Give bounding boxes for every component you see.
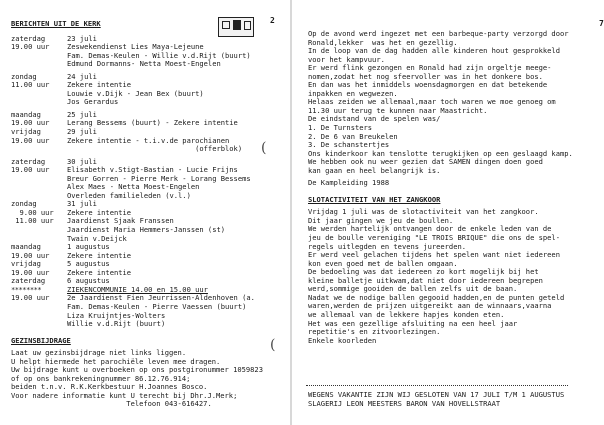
schedule-day: 9.00 uur (11, 207, 54, 217)
schedule-text: 5 augustus (67, 259, 110, 269)
schedule-text: 29 juli (67, 127, 97, 137)
mass-schedule (11, 35, 290, 329)
schedule-text: 2e Jaardienst Fien Jeurrissen-Aldenhoven (a. (67, 293, 255, 303)
schedule-text: Louwie v.Dijk - Jean Bex (buurt) (67, 88, 204, 98)
text-line: We hebben ook nu weer gezien dat SAMEN dingen doen goed (308, 157, 543, 167)
schedule-text: Liza Kruijntjes-Wolters (67, 310, 166, 320)
text-line: Het was een gezellige afsluiting na een heel jaar (308, 318, 518, 328)
text-line: En dan was het inmiddels woensdagmorgen en dat betekende (308, 80, 548, 90)
kamp-signature: De Kampleiding 1988 (308, 178, 390, 188)
text-line: nomen,zodat het nog sfeervoller was in het donkere bos. (308, 71, 543, 81)
text-line: Er werd flink gezongen en Ronald had zijn orgeltje meege- (308, 63, 552, 73)
schedule-day: zondag (11, 199, 37, 209)
text-line: kan gaan en heel belangrijk is. (308, 165, 441, 175)
schedule-text: Zekere intentie (67, 80, 132, 90)
text-line: repetitie's en zitvoorlezingen. (308, 327, 441, 337)
schedule-row (11, 252, 290, 261)
text-line: In de loop van de dag hadden alle kinderen hout gesprokkeld (308, 46, 560, 56)
text-line: Ons kinderkoor kan tenslotte terugkijken op een geslaagd kamp. (308, 148, 573, 158)
text-line: Nadat we de nodige ballen gegooid hadden,en de punten geteld (308, 292, 565, 302)
schedule-day: ******** (11, 284, 42, 294)
schedule-day (11, 60, 67, 69)
schedule-text: Breur Gorren - Pierre Merk - Lorang Bessems (67, 173, 251, 183)
schedule-row (11, 119, 290, 128)
text-line: 2. De 6 van Breukelen (308, 131, 398, 141)
schedule-row (11, 260, 290, 269)
text-line: regels uitlegden en tevens jureerden. (308, 241, 467, 251)
schedule-text: Zekere intentie (67, 207, 132, 217)
left-page (0, 0, 290, 425)
schedule-day (11, 90, 67, 99)
text-line: De eindstand van de spelen was/ (308, 114, 441, 124)
schedule-day: vrijdag (11, 127, 41, 137)
section-title-church-news: BERICHTEN UIT DE KERK (11, 19, 101, 28)
text-line: jeu de boulle vereniging "LE TROIS BRIQUE" die ons de spel- (308, 233, 560, 243)
schedule-day (11, 320, 67, 329)
schedule-day: 19.00 uur (11, 135, 50, 145)
schedule-row (11, 235, 290, 244)
schedule-text: Zekere intentie (67, 267, 132, 277)
text-line: kleine balletje uitkwam,dat niet door iedereen begrepen (308, 275, 543, 285)
text-line: Ronald,lekker was het en gezellig. (308, 37, 458, 47)
schedule-text: Zeswekendienst Lies Maya-Lejeune (67, 42, 204, 52)
schedule-text: (offerblok) (67, 144, 243, 154)
schedule-text: Twain v.Deijck (67, 233, 127, 243)
schedule-day: maandag (11, 242, 41, 252)
page-number-left: 2 (270, 16, 275, 25)
schedule-text: Lerang Bessems (buurt) - Zekere intentie (67, 118, 238, 128)
schedule-day: vrijdag (11, 259, 41, 269)
text-line: werd,sommige gooiden de ballen zelfs uit de baan. (308, 284, 518, 294)
schedule-day: 19.00 uur (11, 165, 50, 175)
schedule-day: 11.00 uur (11, 216, 54, 226)
schedule-row (11, 320, 290, 329)
text-line: Helaas zeiden we allemaal,maar toch waren we moe genoeg om (308, 97, 556, 107)
schedule-day (11, 52, 67, 61)
text-line: we allemaal van de lekkere hapjes konden eten. (308, 309, 505, 319)
schedule-row (11, 226, 290, 235)
schedule-day (11, 303, 67, 312)
schedule-day: zondag (11, 71, 37, 81)
schedule-text: 24 juli (67, 71, 97, 81)
schedule-row (11, 243, 290, 252)
schedule-day: 11.00 uur (11, 80, 50, 90)
section-title-slotactiviteit: SLOTACTIVITEIT VAN HET ZANGKOOR (308, 194, 441, 204)
schedule-row (11, 90, 290, 99)
schedule-text: 31 juli (67, 199, 97, 209)
text-line: beiden t.n.v. R.K.Kerkbestuur H.Joannes Bosco. (11, 382, 208, 392)
bracket-mark: ( (261, 140, 267, 156)
text-line: Dit jaar gingen we jeu de boullen. (308, 215, 454, 225)
schedule-text: Edmund Dormanns- Netta Moest-Engelen (67, 59, 221, 69)
schedule-day: 19.00 uur (11, 250, 50, 260)
schedule-day (11, 226, 67, 235)
text-line: inpakken en wegwezen. (308, 88, 398, 98)
bracket-mark: ( (270, 337, 276, 353)
schedule-text: Overleden familieleden (v.l.) (67, 190, 191, 200)
page-number-right: 7 (599, 19, 604, 28)
schedule-text: Zekere intentie (67, 250, 132, 260)
schedule-day (11, 145, 67, 154)
schedule-day: zaterdag (11, 156, 46, 166)
text-line: 11.30 uur terug te kunnen naar Maastricht. (308, 105, 488, 115)
schedule-text: Jaardienst Maria Hemmers-Janssen (st) (67, 225, 226, 235)
notice-line: SLAGERIJ LEON MEESTERS BARON VAN HOVELLSTRAAT (308, 398, 501, 408)
text-line: Telefoon 043-616427. (11, 399, 212, 409)
schedule-text: Alex Maes - Netta Moest-Engelen (67, 182, 200, 192)
schedule-text: Fam. Demas-Keulen - Pierre Vaessen (buurt) (67, 301, 247, 311)
text-line: voor het kampvuur. (308, 54, 385, 64)
text-line: kon even goed met de ballen omgaan. (308, 258, 458, 268)
schedule-text: 6 augustus (67, 276, 110, 286)
text-line: Voor nadere informatie kunt U terecht bij Dhr.J.Merk; (11, 390, 238, 400)
schedule-day: zaterdag (11, 33, 46, 43)
schedule-day: maandag (11, 109, 41, 119)
schedule-row (11, 60, 290, 69)
schedule-row (11, 145, 290, 154)
schedule-day: 19.00 uur (11, 42, 50, 52)
notice-line: WEGENS VAKANTIE ZIJN WIJ GESLOTEN VAN 17 JULI T/M 1 AUGUSTUS (308, 390, 565, 399)
church-logo (218, 17, 254, 37)
schedule-text: Zekere intentie - t.i.v.de parochianen (67, 135, 230, 145)
schedule-day (11, 175, 67, 184)
schedule-text: ZIEKENCOMMUNIE 14.00 en 15.00 uur (67, 284, 208, 294)
schedule-day: 19.00 uur (11, 267, 50, 277)
schedule-row (11, 192, 290, 201)
schedule-text: 25 juli (67, 109, 97, 119)
schedule-day: 19.00 uur (11, 293, 50, 303)
schedule-text: 30 juli (67, 156, 97, 166)
schedule-row (11, 98, 290, 107)
schedule-text: Jaardienst Sjaak Franssen (67, 216, 174, 226)
text-line: We werden hartelijk ontvangen door de enkele leden van de (308, 224, 552, 234)
schedule-day (11, 183, 67, 192)
schedule-row (11, 73, 290, 82)
schedule-text: Willie v.d.Rijt (buurt) (67, 319, 166, 329)
text-line: Op de avond werd ingezet met een barbeque-party verzorgd door (308, 29, 569, 38)
butcher-notice (308, 385, 578, 408)
text-line: of op ons bankrekeningnummer 86.12.76.914; (11, 373, 191, 383)
text-line: Er werd veel gelachen tijdens het spelen want niet iedereen (308, 250, 560, 260)
text-line: U helpt hiermede het parochiële leven mee dragen. (11, 356, 221, 366)
schedule-day (11, 312, 67, 321)
text-line: De bedoeling was dat iedereen zo kort mogelijk bij het (308, 267, 539, 277)
schedule-text: Jos Gerardus (67, 97, 119, 107)
schedule-text: Fam. Demas-Keulen - Willie v.d.Rijt (buurt) (67, 50, 251, 60)
schedule-text: 23 juli (67, 33, 97, 43)
text-line: Enkele koorleden (308, 335, 377, 345)
text-line: Uw bijdrage kunt u overboeken op ons postgironummer 1059823 (11, 365, 263, 375)
schedule-day: 19.00 uur (11, 118, 50, 128)
schedule-day: zaterdag (11, 276, 46, 286)
gezinsbijdrage-text (11, 349, 290, 409)
schedule-day (11, 98, 67, 107)
text-line: 1. De Turnsters (308, 123, 373, 133)
text-line: Vrijdag 1 juli was de slotactiviteit van het zangkoor. (308, 207, 539, 217)
section-title-gezinsbijdrage: GEZINSBIJDRAGE (11, 335, 71, 345)
schedule-text: 1 augustus (67, 242, 110, 252)
schedule-text: Elisabeth v.Stigt-Bastian - Lucie Frijns (67, 165, 238, 175)
schedule-row (11, 269, 290, 278)
text-line: 3. De schanstertjes (308, 140, 390, 150)
text-line: waren,werden de prijzen uitgereikt aan de winnaars,vaarna (308, 301, 552, 311)
text-line: Laat uw gezinsbijdrage niet links liggen. (11, 348, 187, 358)
